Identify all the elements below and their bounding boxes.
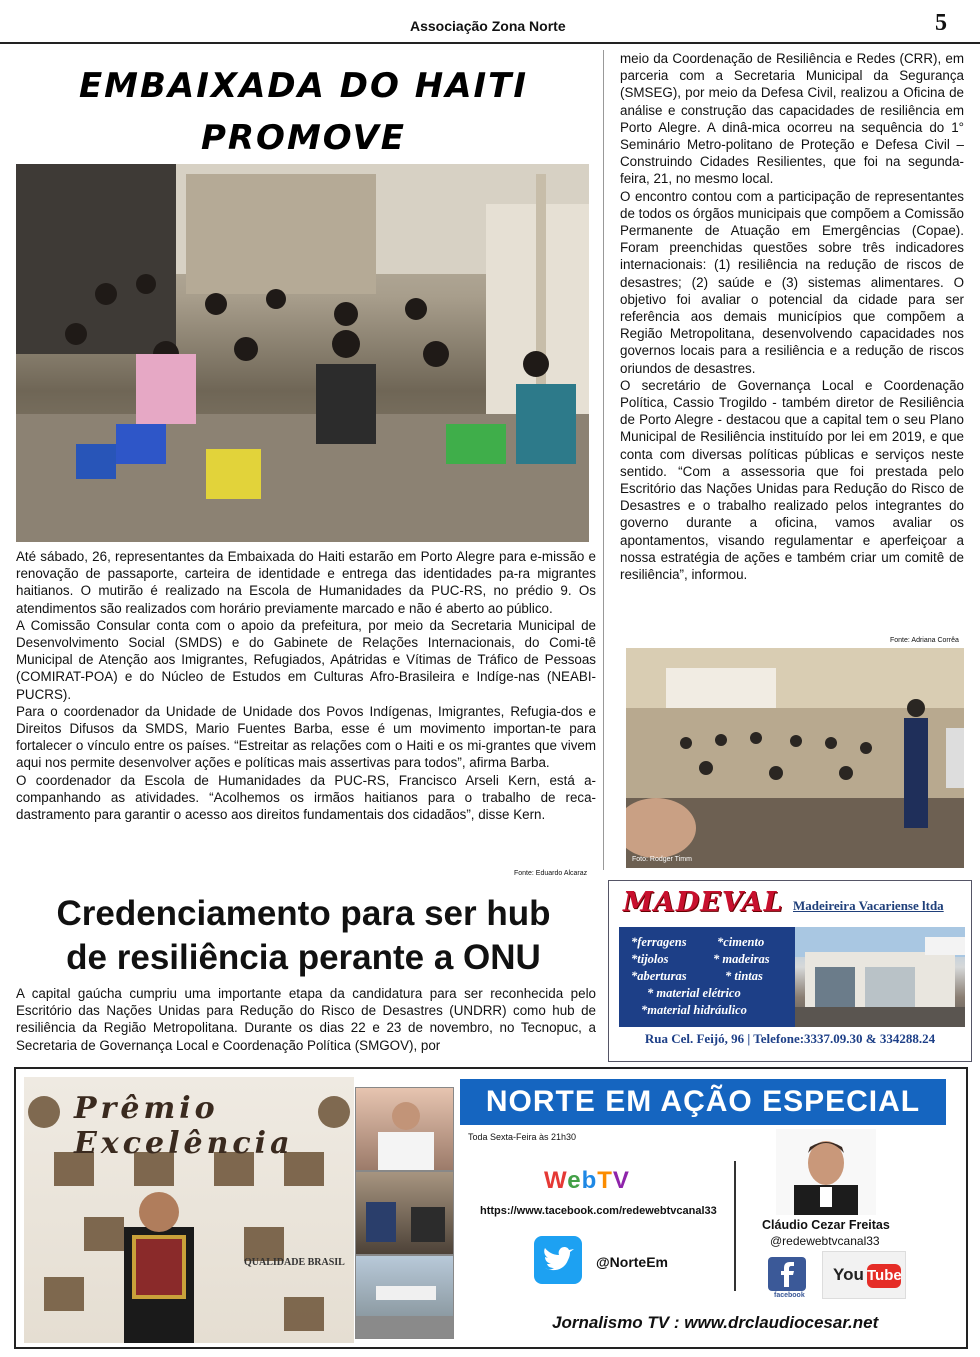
ad-item: *ferragens [631,935,687,949]
program-title: NORTE EM AÇÃO ESPECIAL [460,1079,946,1125]
facebook-icon[interactable] [768,1257,806,1291]
premio-photo [24,1077,354,1343]
ad-brand: MADEVAL [623,887,784,918]
facebook-f-icon [768,1257,806,1291]
thumb-host-photo [356,1088,454,1171]
host-handle: @redewebtvcanal33 [770,1234,880,1248]
crowd-photo [16,164,589,542]
article1-paragraph: Para o coordenador da Unidade de Unidade dos Povos Indígenas, Imigrantes, Refugia-dos e Direitos Difusos da SMDS, Mario Fuentes Barba, esse é um movimento importan-te para fortalecer o vínculo entre os países. “Estreitar as relações com o Haiti e os mi-grantes que vivem aqui nos permite desenvolver ações e políticas mais assertivas para todos”, afirma Barba. [16,703,596,771]
host-photo [776,1129,876,1215]
article1-paragraph: Até sábado, 26, representantes da Embaixada do Haiti estarão em Porto Alegre para e-missão e renovação de passaporte, carteira de identidade e entrega das identidades pa-ra migrantes haitianos. O mutirão é realizado na Escola de Humanidades da PUC-RS, no prédio 9. Os atendimentos são realizados com horário previamente marcado e não é aberto ao público. [16,549,596,616]
promo-thumb-3 [355,1255,454,1339]
shop-photo [795,927,965,1027]
page-header [0,0,980,46]
youtube-icon[interactable] [822,1251,906,1299]
webtv-logo: WebTV [544,1167,630,1194]
premio-title: Prêmio Excelência [74,1091,294,1161]
article2-credit: Fonte: Adriana Corrêa [890,637,959,644]
page-number: 5 [935,10,947,36]
ad-item: *material hidráulico [641,1003,747,1017]
thumb-parade-photo [356,1256,454,1339]
column-divider [603,50,604,870]
twitter-bird-icon [534,1236,582,1284]
host-name: Cláudio Cezar Freitas [762,1218,890,1232]
promo-thumb-1 [355,1087,454,1171]
ad-company: Madeireira Vacariense ltda [793,898,944,913]
ad-item: *aberturas [631,969,687,983]
ad-item: *tijolos [631,952,669,966]
article1-photo [16,164,589,542]
article1-paragraph: A Comissão Consular conta com o apoio da prefeitura, por meio da Secretaria Municipal de Desenvolvimento Social (SMDS) e do Gabinete de Relações Internacionais, do Comi-tê Municipal de Atenção aos Imigrantes, Refugiados, Apátridas e Vítimas de Tráfico de Pessoas (COMIRAT-POA) e do Núcleo de Estudos em Culturas Afro-Brasileira e Indíge-nas (NEABI-PUCRS). [16,617,596,702]
youtube-tube: Tube [867,1264,901,1288]
header-rule [0,42,980,44]
article2-title [16,892,591,980]
article2-title-line2: de resiliência perante a ONU [66,938,541,977]
article2-title-line1: Credenciamento para ser hub [56,894,551,933]
ad-shop-photo [795,927,965,1027]
header-org: Associação Zona Norte [410,18,566,34]
madeval-ad [608,880,972,1062]
host-portrait [776,1129,876,1215]
article2-paragraph: O secretário de Governança Local e Coordenação Política, Cassio Trogildo - também diretor de Resiliência de Porto Alegre - destacou que a capital tem o seu Plano Municipal de Resiliência instituído por lei em 2019, e que conta com diversas políticas públicas e serviços neste sentido. “Com a assessoria que foi prestada pelo Escritório das Nações Unidas para Redução do Risco de Desastres e o trabalho realizado pelos integrantes do governo durante a oficina, vamos avaliar os apontamentos, visando regulamentar e aperfeiçoar a nossa estratégia de ações e também criar um comitê de resiliência”, informou. [620,377,964,583]
article1-credit: Fonte: Eduardo Alcaraz [514,870,588,877]
article2-intro: A capital gaúcha cumpriu uma importante etapa da candidatura para ser reconhecida pelo Escritório das Nações Unidas para Redução do Risco de Desastres (UNDRR) como hub de resiliência da Região Metropolitana. Durante os dias 22 e 23 de novembro, no Tecnopuc, a Secretaria de Governança Local e Coordenação Política (SMGOV), por [16,986,596,1053]
ad-item: * madeiras [713,952,770,966]
twitter-icon[interactable] [534,1236,582,1284]
ad-address: Rua Cel. Feijó, 96 | Telefone:3337.09.30 & 334288.24 [644,1031,936,1046]
article1-title-line1: EMBAIXADA DO HAITI PROMOVE [78,66,529,158]
facebook-label: facebook [774,1292,805,1299]
twitter-handle[interactable]: @NorteEm [596,1254,668,1270]
footer-website[interactable]: Jornalismo TV : www.drclaudiocesar.net [552,1313,879,1332]
promo-thumb-2 [355,1171,454,1255]
article2-paragraph: meio da Coordenação de Resiliência e Redes (CRR), em parceria com a Secretaria Municipal da Segurança (SMSEG), por meio da Defesa Civil, realizou a Oficina de análise e construção das capacidades de resiliência em Porto Alegre. A dinâ-mica ocorreu na sequência do 1° Seminário Metro-politano de Proteção e Defesa Civil – Construindo Cidades Resilientes, que foi na segunda-feira, 21, no mesmo local. [620,51,964,187]
article2-paragraph: O encontro contou com a participação de representantes de todos os órgãos municipais que compõem a Comissão Permanente de Atuação em Emergências (Copae). Foram preenchidas questões sobre três indicadores internacionais: (1) resiliência na redução de riscos de desastres; (2) saúde e (3) sistemas alimentares. O objetivo foi avaliar o potencial da cidade para ser referência aos demais municípios que compõem a Região Metropolitana, desenvolvendo capacidades nos governos locais para a resiliência e a redução de riscos oriundos de desastres. [620,188,964,376]
article2-column [620,50,964,583]
youtube-you: You [833,1265,864,1284]
ad-item: * material elétrico [647,986,741,1000]
ad-products [619,927,797,1027]
photo2-credit: Foto: Rodger Timm [632,856,692,863]
ad-item: * tintas [725,969,763,983]
thumb-studio-photo [356,1172,454,1255]
article1-body [16,548,596,823]
program-schedule: Toda Sexta-Feira às 21h30 [468,1132,577,1142]
promo-divider [734,1161,736,1291]
premio-side-text: QUALIDADE BRASIL [244,1257,345,1268]
article2-photo [626,648,964,868]
ad-item: *cimento [717,935,765,949]
facebook-url[interactable]: https://www.tacebook.com/redewebtvcanal33 [480,1205,717,1217]
promo-box [14,1067,968,1349]
meeting-photo [626,648,964,868]
article1-paragraph: O coordenador da Escola de Humanidades da PUC-RS, Francisco Arseli Kern, está a-companhando as atividades. “Acolhemos os irmãos haitianos para o trabalho de reca-dastramento para garantir o acesso aos direitos fundamentais dos cidadãos”, disse Kern. [16,772,596,823]
